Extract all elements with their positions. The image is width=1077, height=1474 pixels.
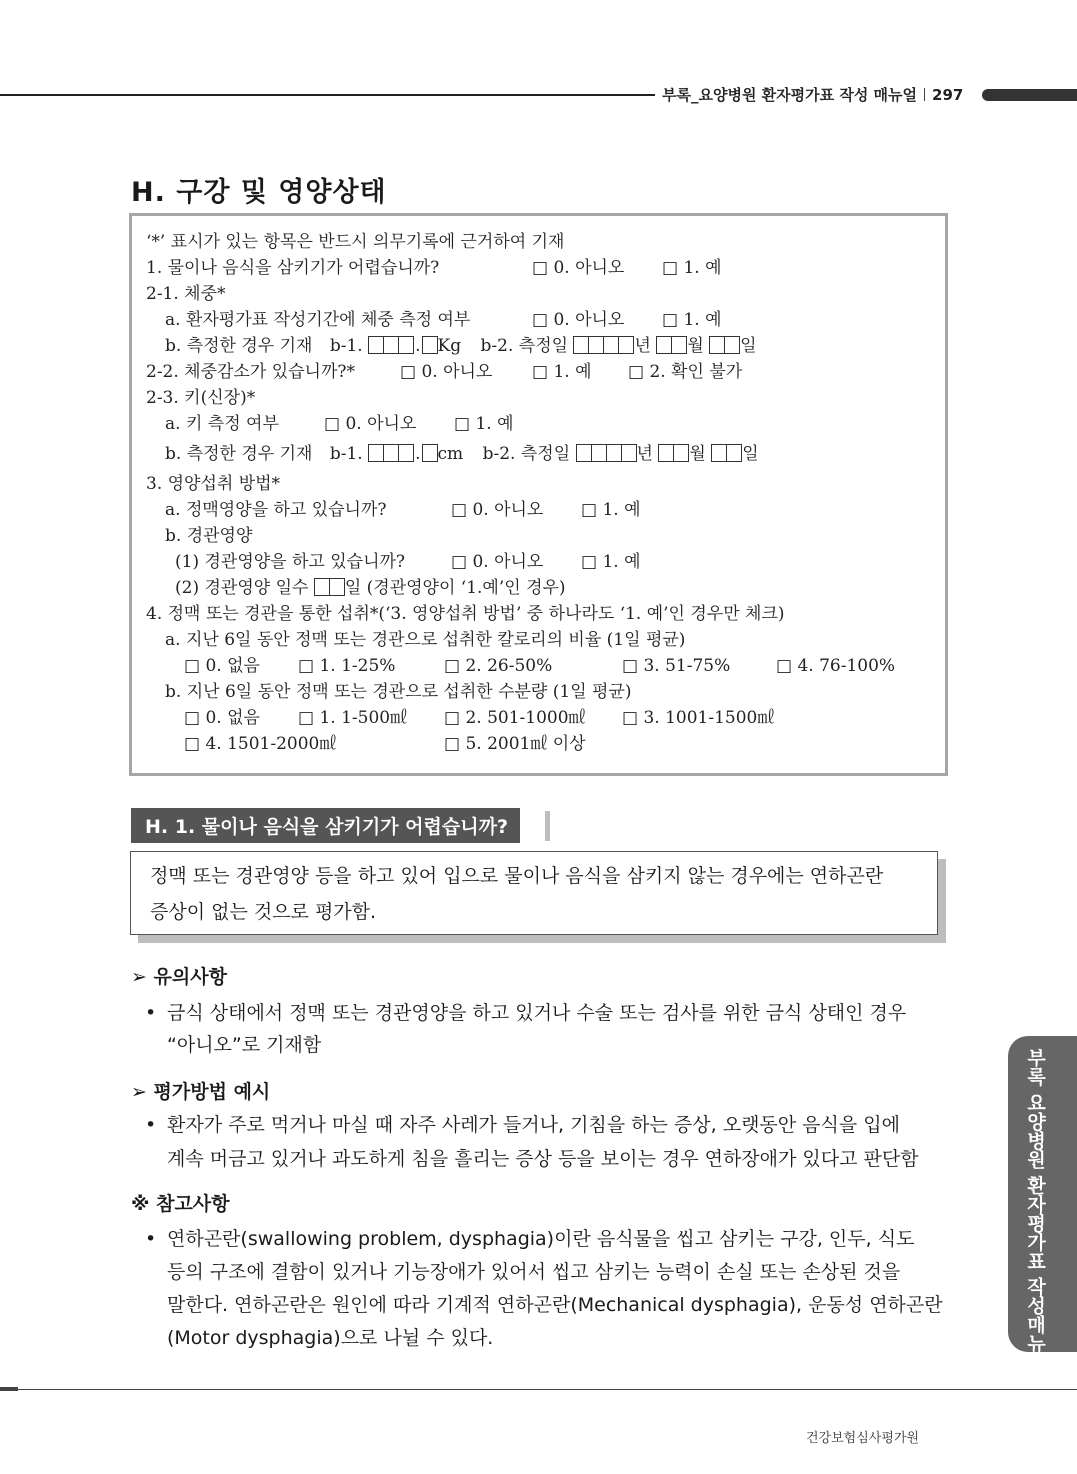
subsection-title: H. 1. 물이나 음식을 삼키기가 어렵습니까? — [131, 808, 520, 843]
footer-rule — [0, 1389, 1077, 1390]
q2-1a-option-yes[interactable]: □ 1. 예 — [662, 307, 722, 333]
weight-date-day-field[interactable] — [709, 336, 740, 356]
checkbox-icon — [454, 414, 470, 434]
height-date-day-field[interactable] — [711, 444, 742, 464]
checkbox-icon — [581, 552, 597, 572]
checkbox-icon — [451, 552, 467, 572]
q1-label: 1. 물이나 음식을 삼키기가 어렵습니까? — [146, 258, 440, 278]
definition-box — [130, 851, 938, 935]
q4a-option-3[interactable]: □ 3. 51-75% — [622, 653, 730, 679]
reference-line-1: 연하곤란(swallowing problem, dysphagia)이란 음식물을 씹고 삼키는 구강, 인두, 식도 — [167, 1228, 915, 1250]
tube-feeding-days-field[interactable] — [314, 578, 345, 598]
q4a-option-1[interactable]: □ 1. 1-25% — [298, 653, 395, 679]
checkbox-icon — [451, 500, 467, 520]
definition-line-2: 증상이 없는 것으로 평가함. — [150, 901, 377, 923]
q3b1-option-no[interactable]: □ 0. 아니오 — [451, 549, 543, 575]
q4b-option-4[interactable]: □ 4. 1501-2000㎖ — [184, 731, 336, 757]
q4b-option-0[interactable]: □ 0. 없음 — [184, 705, 260, 731]
checkbox-icon — [298, 656, 314, 676]
caution-line-2: “아니오”로 기재함 — [167, 1034, 322, 1056]
q3b2-label: (2) 경관영양 일수 — [175, 578, 309, 598]
checkbox-icon — [532, 258, 548, 278]
checkbox-icon — [628, 362, 644, 382]
checkbox-icon — [622, 708, 638, 728]
q2-3b-row: b. 측정한 경우 기재 b-1. . cm b-2. 측정일 년 월 일 — [165, 444, 759, 464]
header-separator — [924, 88, 925, 101]
footer-publisher: 건강보험심사평가원 — [806, 1431, 920, 1446]
reference-line-4: (Motor dysphagia)으로 나뉠 수 있다. — [167, 1327, 494, 1349]
form-note: ‘*’ 표시가 있는 항목은 반드시 의무기록에 근거하여 기재 — [146, 232, 565, 252]
q3a-label: a. 정맥영양을 하고 있습니까? — [165, 500, 387, 520]
section-title: H. 구강 및 영양상태 — [131, 177, 387, 208]
q2-2-option-no[interactable]: □ 0. 아니오 — [400, 359, 492, 385]
checkbox-icon — [444, 708, 460, 728]
q4a-label: a. 지난 6일 동안 정맥 또는 경관으로 섭취한 칼로리의 비율 (1일 평균) — [165, 630, 686, 650]
checkbox-icon — [532, 362, 548, 382]
bullet-icon: • — [145, 1002, 157, 1024]
caution-line-1: 금식 상태에서 정맥 또는 경관영양을 하고 있거나 수술 또는 검사를 위한 금식 상태인 경우 — [167, 1002, 907, 1024]
q4-label: 4. 정맥 또는 경관을 통한 섭취*(‘3. 영양섭취 방법’ 중 하나라도 ‘1. 예’인 경우만 체크) — [146, 604, 785, 624]
q2-3b-label: b. 측정한 경우 기재 — [165, 444, 313, 464]
q3b1-option-yes[interactable]: □ 1. 예 — [581, 549, 641, 575]
checkbox-icon — [324, 414, 340, 434]
method-line-1: 환자가 주로 먹거나 마실 때 자주 사레가 들거나, 기침을 하는 증상, 오랫동안 음식을 입에 — [167, 1114, 900, 1136]
running-header — [662, 84, 963, 105]
q4b-option-2[interactable]: □ 2. 501-1000㎖ — [444, 705, 586, 731]
height-date-year-field[interactable] — [576, 444, 637, 464]
weight-integer-field[interactable] — [368, 336, 414, 356]
q2-3-label: 2-3. 키(신장)* — [146, 388, 256, 408]
q4b-option-5[interactable]: □ 5. 2001㎖ 이상 — [444, 731, 586, 757]
checkbox-icon — [400, 362, 416, 382]
method-heading: ➢ 평가방법 예시 — [131, 1081, 271, 1103]
reference-line-2: 등의 구조에 결함이 있거나 기능장애가 있어서 씹고 삼키는 능력이 손실 또는 손상된 것을 — [167, 1261, 901, 1283]
q4a-option-2[interactable]: □ 2. 26-50% — [444, 653, 552, 679]
q4a-option-0[interactable]: □ 0. 없음 — [184, 653, 260, 679]
q1-option-no[interactable]: □ 0. 아니오 — [532, 255, 624, 281]
page-number: 297 — [932, 86, 964, 104]
q2-3a-label: a. 키 측정 여부 — [165, 414, 279, 434]
reference-line-3: 말한다. 연하곤란은 원인에 따라 기계적 연하곤란(Mechanical dysphagia), 운동성 연하곤란 — [167, 1294, 943, 1316]
q3-label: 3. 영양섭취 방법* — [146, 474, 281, 494]
q2-3a-option-no[interactable]: □ 0. 아니오 — [324, 411, 416, 437]
q3b1-label: (1) 경관영양을 하고 있습니까? — [175, 552, 406, 572]
checkbox-icon — [444, 734, 460, 754]
q2-3a-option-yes[interactable]: □ 1. 예 — [454, 411, 514, 437]
q4b-label: b. 지난 6일 동안 정맥 또는 경관으로 섭취한 수분량 (1일 평균) — [165, 682, 632, 702]
height-integer-field[interactable] — [368, 444, 414, 464]
checkbox-icon — [662, 258, 678, 278]
q2-1a-option-no[interactable]: □ 0. 아니오 — [532, 307, 624, 333]
q4b-option-1[interactable]: □ 1. 1-500㎖ — [298, 705, 407, 731]
weight-date-month-field[interactable] — [656, 336, 687, 356]
subsection-tab-shadow — [545, 811, 550, 841]
checkbox-icon — [776, 656, 792, 676]
method-line-2: 계속 머금고 있거나 과도하게 침을 흘리는 증상 등을 보이는 경우 연하장애가 있다고 판단함 — [167, 1148, 919, 1170]
checkbox-icon — [532, 310, 548, 330]
q3b-label: b. 경관영양 — [165, 526, 253, 546]
q1-option-yes[interactable]: □ 1. 예 — [662, 255, 722, 281]
q2-2-label: 2-2. 체중감소가 있습니까?* — [146, 362, 355, 382]
q4b-option-3[interactable]: □ 3. 1001-1500㎖ — [622, 705, 774, 731]
header-rule — [0, 94, 655, 96]
q2-2-option-unknown[interactable]: □ 2. 확인 불가 — [628, 359, 742, 385]
header-title: 부록_요양병원 환자평가표 작성 매뉴얼 — [662, 86, 918, 104]
q2-1-label: 2-1. 체중* — [146, 284, 226, 304]
checkbox-icon — [298, 708, 314, 728]
q3a-option-no[interactable]: □ 0. 아니오 — [451, 497, 543, 523]
q4a-option-4[interactable]: □ 4. 76-100% — [776, 653, 895, 679]
header-bar — [982, 89, 1077, 101]
footer-mark — [0, 1387, 18, 1391]
checkbox-icon — [662, 310, 678, 330]
q2-2-option-yes[interactable]: □ 1. 예 — [532, 359, 592, 385]
height-date-month-field[interactable] — [658, 444, 689, 464]
q2-1b-row: b. 측정한 경우 기재 b-1. . Kg b-2. 측정일 년 월 일 — [165, 336, 757, 356]
q2-1a-label: a. 환자평가표 작성기간에 체중 측정 여부 — [165, 310, 471, 330]
height-decimal-field[interactable] — [422, 444, 438, 464]
checkbox-icon — [184, 656, 200, 676]
checkbox-icon — [184, 734, 200, 754]
checkbox-icon — [184, 708, 200, 728]
checkbox-icon — [622, 656, 638, 676]
weight-date-year-field[interactable] — [573, 336, 634, 356]
checkbox-icon — [444, 656, 460, 676]
definition-line-1: 정맥 또는 경관영양 등을 하고 있어 입으로 물이나 음식을 삼키지 않는 경우에는 연하곤란 — [150, 865, 884, 887]
bullet-icon: • — [145, 1114, 157, 1136]
q3a-option-yes[interactable]: □ 1. 예 — [581, 497, 641, 523]
q2-1b-label: b. 측정한 경우 기재 — [165, 336, 313, 356]
appendix-side-tab — [1008, 1036, 1077, 1372]
weight-decimal-field[interactable] — [422, 336, 438, 356]
checkbox-icon — [581, 500, 597, 520]
q3b2-row: (2) 경관영양 일수 일 (경관영양이 ‘1.예’인 경우) — [175, 578, 566, 598]
bullet-icon: • — [145, 1228, 157, 1250]
reference-heading: ※ 참고사항 — [131, 1193, 230, 1215]
side-tab-label: 부록 요양병원 환자평가표 작성매뉴얼 — [1024, 1048, 1046, 1372]
caution-heading: ➢ 유의사항 — [131, 966, 227, 988]
